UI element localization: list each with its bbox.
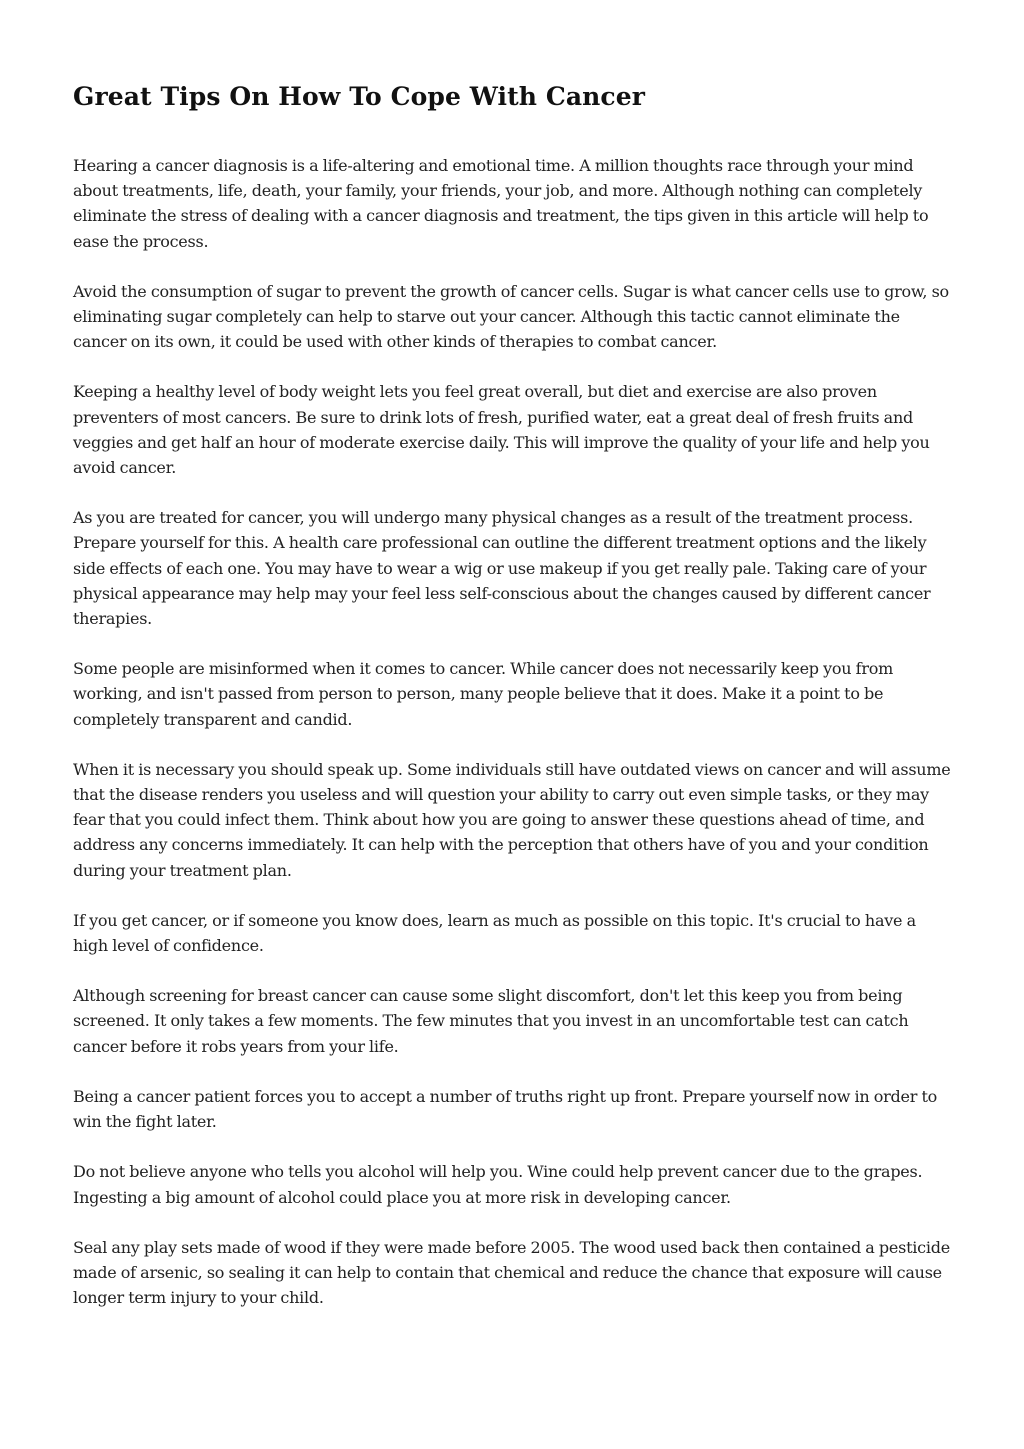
paragraph-misinformed: Some people are misinformed when it comes to cancer. While cancer does not necessarily keep you from working, and isn't passed from person to person, many people believe that it does. Make it a point to be completely transparent and candid. [73, 659, 894, 729]
document-page [73, 0, 953, 1335]
paragraph-physical-changes: As you are treated for cancer, you will undergo many physical changes as a result of the treatment process. Prepare yourself for this. A health care professional can outline the different treatment options and the likely side effects of each one. You may have to wear a wig or use makeup if you get really pale. Taking care of your physical appearance may help may your feel less self-conscious about the changes caused by different cancer therapies. [73, 508, 931, 629]
paragraph-intro: Hearing a cancer diagnosis is a life-altering and emotional time. A million thoughts race through your mind about treatments, life, death, your family, your friends, your job, and more. Although nothing can completely eliminate the stress of dealing with a cancer diagnosis and treatment, the tips given in this article will help to ease the process. [73, 156, 929, 251]
paragraph-play-sets: Seal any play sets made of wood if they were made before 2005. The wood used back then contained a pesticide made of arsenic, so sealing it can help to contain that chemical and reduce the chance that exposure will cause longer term injury to your child. [73, 1237, 950, 1308]
paragraph-body-weight: Keeping a healthy level of body weight lets you feel great overall, but diet and exercise are also proven preventers of most cancers. Be sure to drink lots of fresh, purified water, eat a great deal of fresh fruits and veggies and get half an hour of moderate exercise daily. This will improve the quality of your life and help you avoid cancer. [73, 382, 930, 478]
paragraph-speak-up: When it is necessary you should speak up. Some individuals still have outdated views on cancer and will assume that the disease renders you useless and will question your ability to carry out even simple tasks, or they may fear that you could infect them. Think about how you are going to answer these questions ahead of time, and address any concerns immediately. It can help with the perception that others have of you and your condition during your treatment plan. [73, 759, 951, 880]
paragraph-alcohol: Do not believe anyone who tells you alcohol will help you. Wine could help prevent cancer due to the grapes. Ingesting a big amount of alcohol could place you at more risk in developing cancer. [73, 1162, 923, 1207]
paragraph-learn: If you get cancer, or if someone you know does, learn as much as possible on this topic. It's crucial to have a high level of confidence. [73, 910, 916, 956]
document-body [73, 153, 953, 1310]
paragraph-truths: Being a cancer patient forces you to accept a number of truths right up front. Prepare yourself now in order to win the fight later. [73, 1086, 938, 1132]
paragraph-sugar: Avoid the consumption of sugar to prevent the growth of cancer cells. Sugar is what cancer cells use to grow, so eliminating sugar completely can help to starve out your cancer. Although this tactic cannot eliminate the cancer on its own, it could be used with other kinds of therapies to combat cancer. [73, 281, 949, 352]
paragraph-screening: Although screening for breast cancer can cause some slight discomfort, don't let this keep you from being screened. It only takes a few moments. The few minutes that you invest in an uncomfortable test can catch cancer before it robs years from your life. [73, 986, 909, 1056]
document-title: Great Tips On How To Cope With Cancer [73, 82, 646, 111]
